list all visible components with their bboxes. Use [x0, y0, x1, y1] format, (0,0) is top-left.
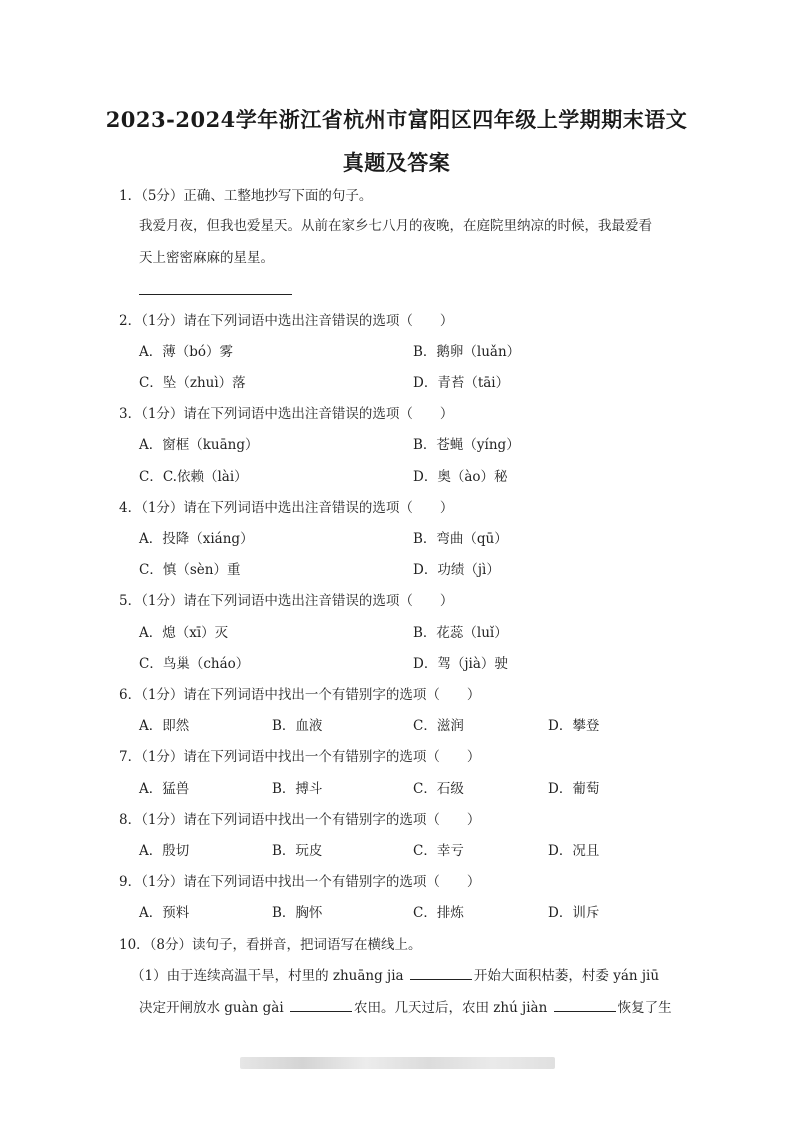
question-3-option-a: A．窗框（kuāng） [139, 437, 259, 453]
question-10-sentence-line1 [131, 967, 659, 985]
question-5-option-d: D．驾（jià）驶 [413, 656, 508, 672]
question-5-option-c: C．鸟巢（cháo） [139, 656, 250, 672]
question-8-option-a: A．殷切 [139, 843, 190, 859]
question-2-option-c: C．坠（zhuì）落 [139, 375, 246, 391]
question-10-text-2a: 决定开闸放水 guàn gài [139, 1000, 288, 1016]
question-9-option-b: B．胸怀 [272, 905, 323, 921]
question-7-option-c: C．石级 [413, 781, 464, 797]
answer-blank[interactable] [554, 999, 616, 1012]
question-3-option-b: B．苍蝇（yíng） [413, 437, 520, 453]
question-5-option-b: B．花蕊（luǐ） [413, 625, 508, 641]
question-6-option-d: D．攀登 [548, 718, 600, 734]
question-2-stem: 2．（1分）请在下列词语中选出注音错误的选项（ ） [119, 313, 454, 329]
question-4-option-a: A．投降（xiáng） [139, 531, 254, 547]
answer-blank[interactable] [410, 967, 472, 980]
question-10-sentence-line2 [139, 999, 672, 1017]
question-4-stem: 4．（1分）请在下列词语中选出注音错误的选项（ ） [119, 500, 454, 516]
question-6-option-c: C．滋润 [413, 718, 464, 734]
question-4-option-c: C．慎（sèn）重 [139, 562, 241, 578]
question-2-option-b: B．鹅卵（luǎn） [413, 344, 521, 360]
question-9-option-a: A．预料 [139, 905, 190, 921]
question-2-option-a: A．薄（bó）雾 [139, 344, 234, 360]
question-8-option-b: B．玩皮 [272, 843, 323, 859]
question-1-text-line1: 我爱月夜，但我也爱星天。从前在家乡七八月的夜晚，在庭院里纳凉的时候，我最爱看 [139, 218, 652, 234]
question-1-answer-line [139, 294, 292, 295]
question-5-stem: 5．（1分）请在下列词语中选出注音错误的选项（ ） [119, 593, 454, 609]
question-1-text-line2: 天上密密麻麻的星星。 [139, 250, 274, 266]
question-8-stem: 8．（1分）请在下列词语中找出一个有错别字的选项（ ） [119, 812, 481, 828]
question-6-option-a: A．即然 [139, 718, 190, 734]
question-4-option-d: D．功绩（jì） [413, 562, 500, 578]
question-7-option-d: D．葡萄 [548, 781, 600, 797]
question-2-option-d: D．青苔（tāi） [413, 375, 510, 391]
question-10-text-2b: 农田。几天过后，农田 zhú jiàn [353, 1000, 552, 1016]
question-1-stem: 1．（5分）正确、工整地抄写下面的句子。 [119, 188, 373, 204]
question-10-text-1b: 开始大面积枯萎，村委 yán jiū [473, 968, 660, 984]
document-title-line1: 2023-2024学年浙江省杭州市富阳区四年级上学期期末语文 [105, 107, 688, 132]
question-10-stem: 10．（8分）读句子，看拼音，把词语写在横线上。 [119, 937, 422, 953]
question-6-stem: 6．（1分）请在下列词语中找出一个有错别字的选项（ ） [119, 687, 481, 703]
question-9-option-d: D．训斥 [548, 905, 600, 921]
question-7-option-b: B．搏斗 [272, 781, 323, 797]
blurred-footer-watermark [240, 1057, 555, 1069]
question-7-stem: 7．（1分）请在下列词语中找出一个有错别字的选项（ ） [119, 749, 481, 765]
question-7-option-a: A．猛兽 [139, 781, 190, 797]
question-3-option-c: C．C.依赖（lài） [139, 469, 248, 485]
question-9-option-c: C．排炼 [413, 905, 464, 921]
question-5-option-a: A．熄（xī）灭 [139, 625, 229, 641]
question-8-option-c: C．幸亏 [413, 843, 464, 859]
question-6-option-b: B．血液 [272, 718, 323, 734]
question-10-text-1a: （1）由于连续高温干旱，村里的 zhuāng jia [131, 968, 408, 984]
document-title-line2: 真题及答案 [342, 150, 451, 175]
answer-blank[interactable] [290, 999, 352, 1012]
question-4-option-b: B．弯曲（qū） [413, 531, 508, 547]
question-10-text-2c: 恢复了生 [617, 1000, 672, 1016]
question-9-stem: 9．（1分）请在下列词语中找出一个有错别字的选项（ ） [119, 874, 481, 890]
question-8-option-d: D．况且 [548, 843, 600, 859]
question-3-option-d: D．奥（ào）秘 [413, 469, 508, 485]
question-3-stem: 3．（1分）请在下列词语中选出注音错误的选项（ ） [119, 406, 454, 422]
